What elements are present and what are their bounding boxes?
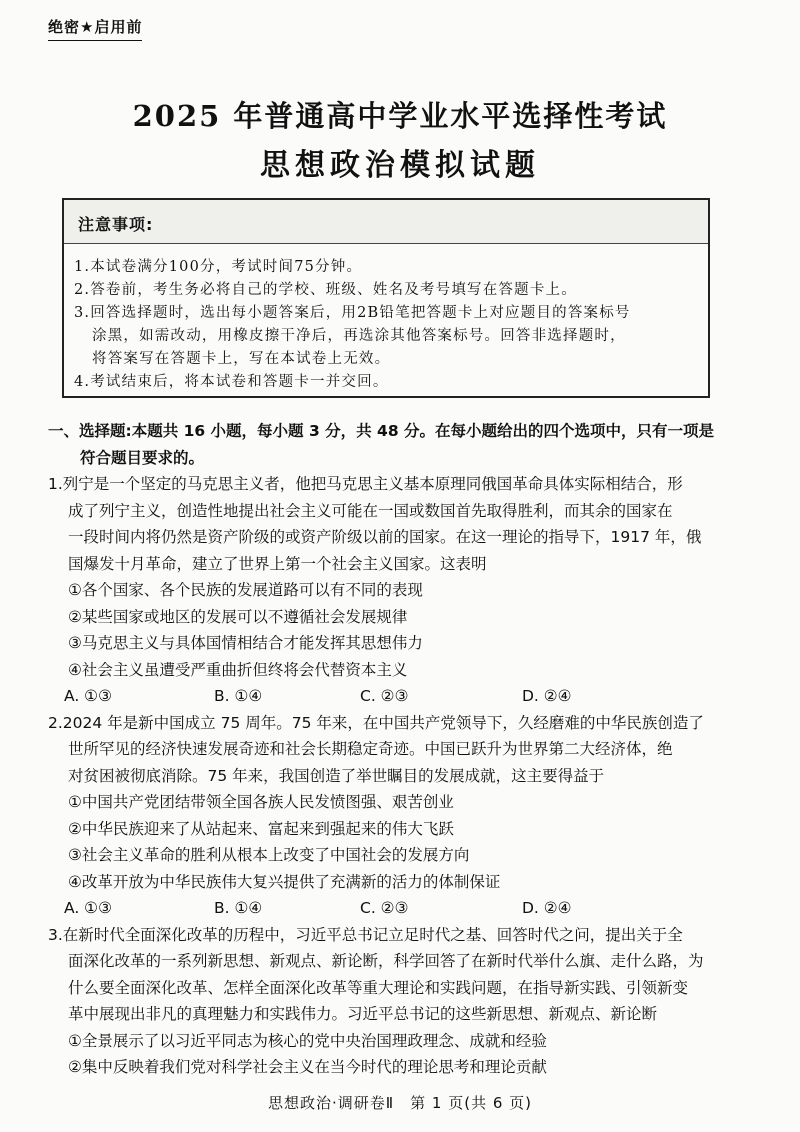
exam-subtitle: 思想政治模拟试题 xyxy=(260,148,540,183)
question-3 xyxy=(48,922,764,1081)
confidential-label: 绝密★启用前 xyxy=(48,16,142,41)
statement-option: ①全景展示了以习近平同志为核心的党中央治国理政理念、成就和经验 xyxy=(68,1031,547,1050)
notice-line: 1.本试卷满分100分，考试时间75分钟。 xyxy=(74,259,363,275)
choice-a[interactable]: A. ①③ xyxy=(64,899,112,917)
notice-line: 2.答卷前，考生务必将自己的学校、班级、姓名及考号填写在答题卡上。 xyxy=(74,282,577,298)
question-stem-line: 1.列宁是一个坚定的马克思主义者，他把马克思主义基本原理同俄国革命具体实际相结合，形 xyxy=(48,475,683,493)
statement-option: ②某些国家或地区的发展可以不遵循社会发展规律 xyxy=(68,607,408,626)
answer-choices xyxy=(48,683,764,710)
notice-line: 4.考试结束后，将本试卷和答题卡一并交回。 xyxy=(74,374,389,390)
choice-b[interactable]: B. ①④ xyxy=(214,687,263,705)
question-stem-line: 3.在新时代全面深化改革的历程中，习近平总书记立足时代之基、回答时代之问，提出关于全 xyxy=(48,925,683,944)
question-1 xyxy=(48,471,764,710)
question-stem-line: 国爆发十月革命，建立了世界上第一个社会主义国家。这表明 xyxy=(68,554,487,573)
statement-option: ③马克思主义与具体国情相结合才能发挥其思想伟力 xyxy=(68,634,423,652)
question-stem-line: 对贫困被彻底消除。75 年来，我国创造了举世瞩目的发展成就，这主要得益于 xyxy=(68,766,605,785)
notice-line: 涂黑，如需改动，用橡皮擦干净后，再选涂其他答案标号。回答非选择题时， xyxy=(92,328,626,344)
question-stem-line: 成了列宁主义，创造性地提出社会主义可能在一国或数国首先取得胜利，而其余的国家在 xyxy=(68,501,673,520)
question-2 xyxy=(48,710,764,922)
statement-option: ②集中反映着我们党对科学社会主义在当今时代的理论思考和理论贡献 xyxy=(68,1058,547,1076)
question-stem-line: 什么要全面深化改革、怎样全面深化改革等重大理论和实践问题，在指导新实践、引领新变 xyxy=(68,978,689,997)
answer-choices xyxy=(48,895,764,922)
notice-box xyxy=(62,198,710,398)
notice-heading: 注意事项: xyxy=(64,200,708,244)
question-stem-line: 一段时间内将仍然是资产阶级的或资产阶级以前的国家。在这一理论的指导下，1917 年，俄 xyxy=(68,528,702,546)
question-stem-line: 世所罕见的经济快速发展奇迹和社会长期稳定奇迹。中国已跃升为世界第二大经济体，绝 xyxy=(68,740,673,758)
statement-option: ②中华民族迎来了从站起来、富起来到强起来的伟大飞跃 xyxy=(68,819,454,838)
question-stem-line: 2.2024 年是新中国成立 75 周年。75 年来，在中国共产党领导下，久经磨难的中华民族创造了 xyxy=(48,713,704,732)
choice-d[interactable]: D. ②④ xyxy=(522,899,572,917)
choice-c[interactable]: C. ②③ xyxy=(360,687,409,705)
section-heading xyxy=(48,418,764,471)
notice-body xyxy=(64,244,708,394)
choice-d[interactable]: D. ②④ xyxy=(522,687,572,705)
statement-option: ①中国共产党团结带领全国各族人民发愤图强、艰苦创业 xyxy=(68,793,454,811)
questions-area xyxy=(48,418,764,1081)
question-stem-line: 革中展现出非凡的真理魅力和实践伟力。习近平总书记的这些新思想、新观点、新论断 xyxy=(68,1005,658,1023)
choice-b[interactable]: B. ①④ xyxy=(214,899,263,917)
notice-line: 3.回答选择题时，选出每小题答案后，用2B铅笔把答题卡上对应题目的答案标号 xyxy=(74,305,631,321)
section-heading-line: 符合题目要求的。 xyxy=(80,448,205,467)
statement-option: ③社会主义革命的胜利从根本上改变了中国社会的发展方向 xyxy=(68,846,470,864)
section-heading-line: 一、选择题:本题共 16 小题，每小题 3 分，共 48 分。在每小题给出的四个选项中，只有一项是 xyxy=(48,422,715,440)
statement-option: ①各个国家、各个民族的发展道路可以有不同的表现 xyxy=(68,581,423,599)
statement-option: ④改革开放为中华民族伟大复兴提供了充满新的活力的体制保证 xyxy=(68,872,501,891)
page-footer: 思想政治·调研卷Ⅱ 第 1 页(共 6 页) xyxy=(267,1094,532,1112)
statement-option: ④社会主义虽遭受严重曲折但终将会代替资本主义 xyxy=(68,660,408,679)
choice-a[interactable]: A. ①③ xyxy=(64,687,112,705)
choice-c[interactable]: C. ②③ xyxy=(360,899,409,917)
question-stem-line: 面深化改革的一系列新思想、新观点、新论断，科学回答了在新时代举什么旗、走什么路，为 xyxy=(68,952,704,970)
exam-title: 2025 年普通高中学业水平选择性考试 xyxy=(132,99,668,133)
notice-line: 将答案写在答题卡上，写在本试卷上无效。 xyxy=(92,351,391,367)
